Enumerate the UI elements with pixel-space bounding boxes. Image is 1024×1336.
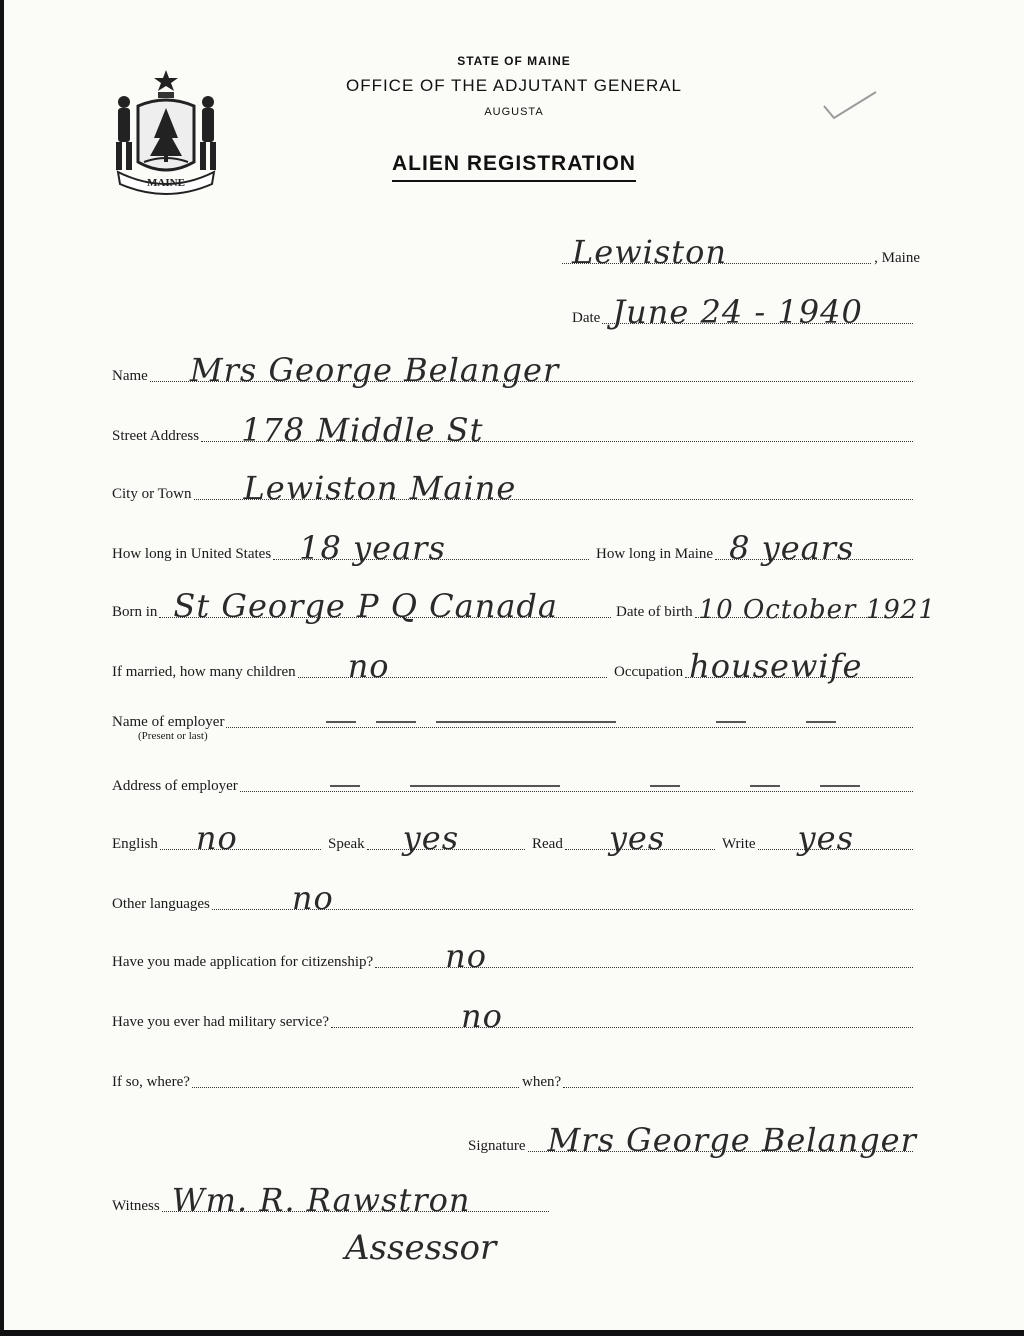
blank-dash — [806, 721, 836, 723]
speak-field — [328, 814, 528, 857]
place-field — [560, 228, 920, 271]
service-where-label: If so, where? — [112, 1074, 190, 1090]
english-label: English — [112, 836, 158, 852]
years-in-maine-label: How long in Maine — [596, 546, 714, 562]
write-field — [722, 814, 916, 857]
citizenship-label: Have you made application for citizenship? — [112, 954, 374, 970]
blank-dash — [716, 721, 746, 723]
date-label: Date — [572, 310, 601, 326]
employer-field — [112, 692, 916, 742]
occupation-label: Occupation — [614, 664, 684, 680]
city-heading: AUGUSTA — [484, 106, 544, 118]
other-languages-label: Other languages — [112, 896, 210, 912]
witness-field — [112, 1176, 552, 1219]
signature-label: Signature — [468, 1138, 526, 1154]
employer-address-field — [112, 756, 916, 796]
blank-dash — [436, 721, 616, 723]
years-in-us-value: 18 years — [299, 529, 446, 567]
birthplace-value: St George P Q Canada — [173, 587, 558, 625]
date-value: June 24 - 1940 — [612, 293, 863, 331]
date-of-birth-label: Date of birth — [616, 604, 693, 620]
street-address-field — [112, 406, 916, 449]
english-value: no — [195, 819, 238, 857]
form-title: ALIEN REGISTRATION — [2, 152, 1024, 176]
name-field — [112, 346, 916, 389]
write-label: Write — [722, 836, 756, 852]
signature-value: Mrs George Belanger — [547, 1121, 917, 1159]
city-label: City or Town — [112, 486, 192, 502]
date-of-birth-field — [616, 582, 936, 625]
employer-label: Name of employer — [112, 714, 225, 730]
blank-dash — [326, 721, 356, 723]
other-languages-value: no — [291, 879, 334, 917]
read-label: Read — [532, 836, 563, 852]
office-heading: OFFICE OF THE ADJUTANT GENERAL — [345, 76, 683, 95]
years-in-us-field — [112, 524, 592, 567]
blank-dash — [650, 785, 680, 787]
blank-dash — [820, 785, 860, 787]
years-in-maine-field — [596, 524, 916, 567]
birthplace-label: Born in — [112, 604, 158, 620]
street-address-value: 178 Middle St — [241, 411, 484, 449]
blank-dash — [376, 721, 416, 723]
blank-dash — [410, 785, 560, 787]
military-service-field — [112, 992, 916, 1035]
english-field — [112, 814, 324, 857]
service-when-label: when? — [522, 1074, 562, 1090]
scan-border-bottom — [0, 1330, 1024, 1336]
service-when-field — [522, 1052, 916, 1092]
witness-value: Wm. R. Rawstron — [171, 1181, 471, 1219]
date-field — [572, 288, 916, 331]
date-of-birth-value: 10 October 1921 — [698, 595, 936, 625]
scan-border-left — [0, 0, 4, 1336]
other-languages-field — [112, 874, 916, 917]
city-field — [112, 464, 916, 507]
children-label: If married, how many children — [112, 664, 296, 680]
years-in-maine-value: 8 years — [729, 529, 855, 567]
speak-label: Speak — [328, 836, 365, 852]
citizenship-value: no — [445, 937, 488, 975]
birthplace-field — [112, 582, 614, 625]
service-where-field — [112, 1052, 522, 1092]
employer-address-label: Address of employer — [112, 778, 238, 794]
city-value: Lewiston Maine — [243, 469, 517, 507]
military-service-label: Have you ever had military service? — [112, 1014, 329, 1030]
signature-field — [468, 1116, 917, 1159]
blank-dash — [330, 785, 360, 787]
state-heading: STATE OF MAINE — [457, 54, 571, 68]
read-value: yes — [608, 819, 666, 857]
street-address-label: Street Address — [112, 428, 200, 444]
citizenship-field — [112, 932, 916, 975]
years-in-us-label: How long in United States — [112, 546, 272, 562]
name-label: Name — [112, 368, 148, 384]
occupation-field — [614, 642, 916, 685]
witness-label: Witness — [112, 1198, 160, 1214]
witness-title: Assessor — [345, 1228, 497, 1268]
write-value: yes — [797, 819, 854, 857]
blank-dash — [750, 785, 780, 787]
place-suffix: , Maine — [874, 250, 920, 266]
children-field — [112, 642, 610, 685]
svg-text:MAINE: MAINE — [147, 177, 185, 189]
speak-value: yes — [402, 819, 460, 857]
military-service-value: no — [461, 997, 503, 1035]
place-value: Lewiston — [572, 233, 727, 271]
name-value: Mrs George Belanger — [189, 351, 560, 389]
employer-sublabel: (Present or last) — [138, 730, 208, 742]
read-field — [532, 814, 718, 857]
children-value: no — [347, 647, 390, 685]
occupation-value: housewife — [689, 647, 863, 685]
